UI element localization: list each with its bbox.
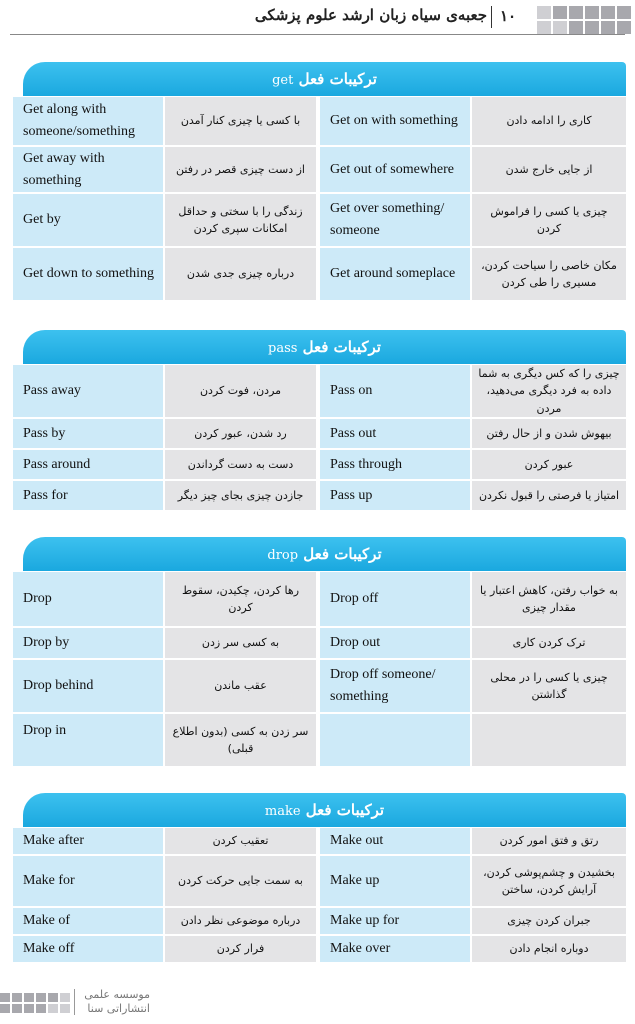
page-header <box>0 0 635 38</box>
table-row: Get down to something درباره چیزی جدی شدن Get around someplace مکان خاصی را سیاحت کردن، مسیری را طی کردن <box>13 248 626 300</box>
section-title: ترکیبات فعل make <box>23 793 626 827</box>
header-decoration <box>537 6 631 34</box>
table-row: Pass by رد شدن، عبور کردن Pass out بیهوش شدن و از حال رفتن <box>13 419 626 448</box>
publisher-name: موسسه علمی انتشاراتی سنا <box>84 988 150 1016</box>
page-title: جعبه‌ی سیاه زبان ارشد علوم پزشکی <box>254 6 487 24</box>
table-row: Make for به سمت جایی حرکت کردن Make up بخشیدن و چشم‌پوشی کردن، آرایش کردن، ساختن <box>13 856 626 906</box>
page-footer <box>0 985 635 1024</box>
table-row: Drop behind عقب ماندن Drop off someone/ something چیزی یا کسی را در محلی گذاشتن <box>13 660 626 712</box>
section-title: ترکیبات فعل drop <box>23 537 626 571</box>
page-number: ۱۰ <box>500 7 517 25</box>
table-row: Get by زندگی را با سختی و حداقل امکانات سپری کردن Get over something/ someone چیزی یا کسی را فراموش کردن <box>13 194 626 246</box>
table-row: Drop by به کسی سر زدن Drop out ترک کردن کاری <box>13 628 626 658</box>
table-row: Drop رها کردن، چکیدن، سقوط کردن Drop off به خواب رفتن، کاهش اعتبار یا مقدار چیزی <box>13 572 626 626</box>
table-row: Make off فرار کردن Make over دوباره انجام دادن <box>13 936 626 962</box>
section-title: ترکیبات فعل get <box>23 62 626 96</box>
table-row: Make of درباره موضوعی نظر دادن Make up for جبران کردن چیزی <box>13 908 626 934</box>
table-row: Drop in سر زدن به کسی (بدون اطلاع قبلی) <box>13 714 626 766</box>
table-row: Pass around دست به دست گرداندن Pass through عبور کردن <box>13 450 626 479</box>
table-row: Pass away مردن، فوت کردن Pass on چیزی را که کس دیگری به شما داده به فرد دیگری می‌دهید، مردن <box>13 365 626 417</box>
table-row: Get away with something از دست چیزی قصر در رفتن Get out of somewhere از جایی خارج شدن <box>13 147 626 192</box>
table-row: Get along with someone/something با کسی یا چیزی کنار آمدن Get on with something کاری را ادامه دادن <box>13 97 626 145</box>
table-row: Pass for جازدن چیزی بجای چیز دیگر Pass up امتیاز یا فرصتی را قبول نکردن <box>13 481 626 510</box>
footer-decoration <box>0 993 70 1013</box>
section-title: ترکیبات فعل pass <box>23 330 626 364</box>
table-row: Make after تعقیب کردن Make out رتق و فتق امور کردن <box>13 828 626 854</box>
